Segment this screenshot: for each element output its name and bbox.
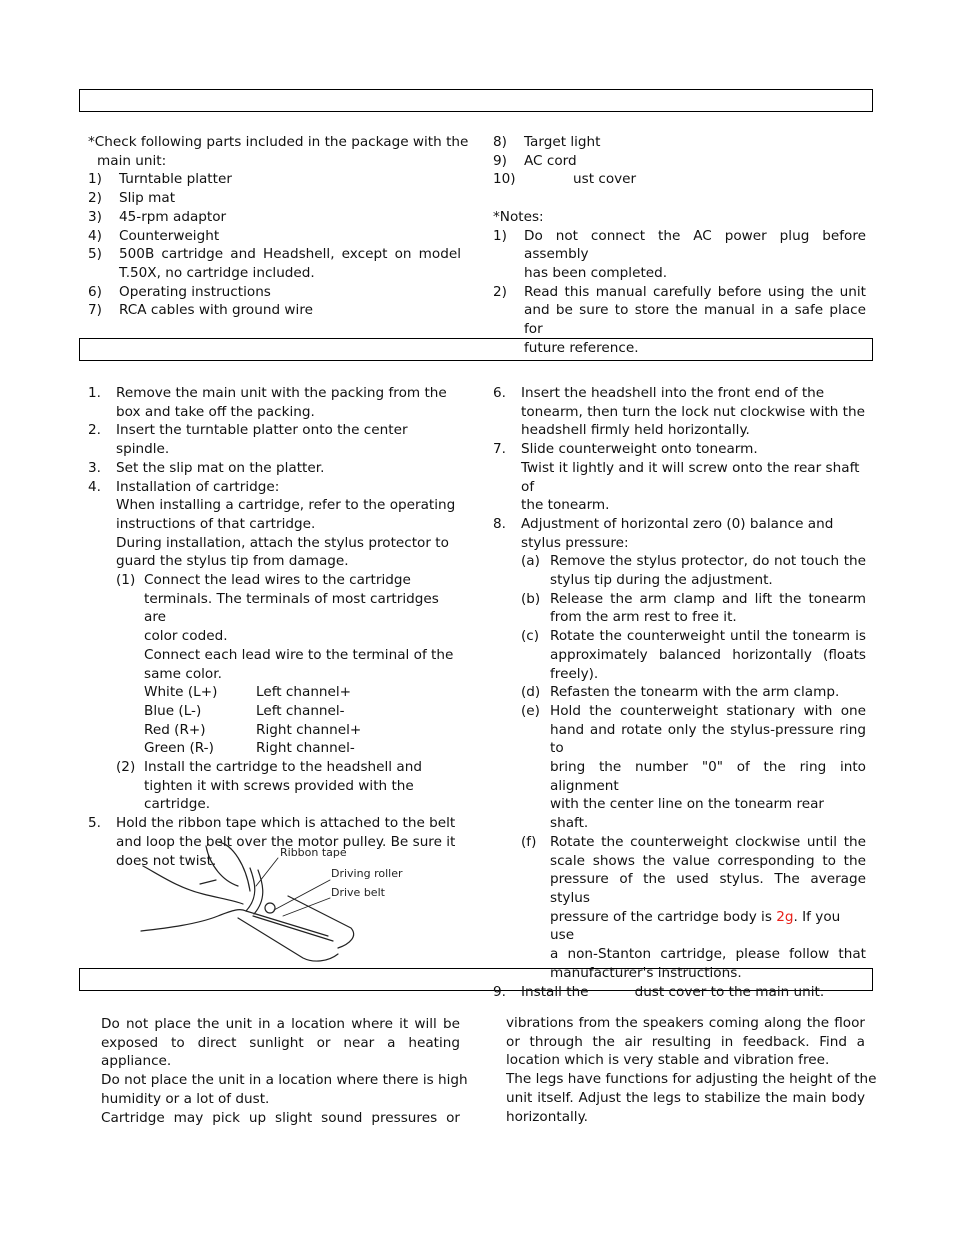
label-driving-roller: Driving roller xyxy=(331,867,403,880)
step-number: 9. xyxy=(493,983,506,1000)
package-intro: *Check following parts included in the package with the xyxy=(88,134,469,150)
substep-text-cont: approximately balanced horizontally (floats xyxy=(550,646,866,663)
item-number: 9) xyxy=(493,152,507,169)
location-text: appliance. xyxy=(101,1053,172,1070)
substep-text: Rotate the counterweight until the tonearm is xyxy=(550,628,866,645)
item-number: 6) xyxy=(88,283,102,300)
item-text: Slip mat xyxy=(119,190,176,207)
item-text-cont: T.50X, no cartridge included. xyxy=(119,264,315,281)
chassis-edge xyxy=(288,896,354,948)
list-item xyxy=(493,133,866,152)
step-text-a: Install the xyxy=(521,983,589,1000)
substep-text-cont: stylus tip during the adjustment. xyxy=(550,572,773,589)
driving-roller xyxy=(265,903,275,913)
note-number: 2) xyxy=(493,283,507,300)
wire-channel: Right channel+ xyxy=(256,721,362,738)
note-text-cont: future reference. xyxy=(524,339,639,356)
substep-text: Release the arm clamp and lift the tonearm xyxy=(550,590,866,607)
substep-f xyxy=(521,833,866,983)
substep-text: Remove the stylus protector, do not touch the xyxy=(550,553,866,570)
step-text: Remove the main unit with the packing from the xyxy=(116,385,447,401)
step-7 xyxy=(493,440,866,515)
step-number: 8. xyxy=(493,515,506,532)
item-text: AC cord xyxy=(524,152,577,169)
substep-text: Install the cartridge to the headshell and xyxy=(144,759,422,775)
step-text-cont: tonearm, then turn the lock nut clockwise with the xyxy=(521,403,865,420)
drive-belt-illustration xyxy=(138,836,418,966)
location-text: Do not place the unit in a location where there is high xyxy=(101,1072,468,1089)
step-text-cont: headshell firmly held horizontally. xyxy=(521,422,750,439)
location-text: horizontally. xyxy=(506,1108,589,1125)
list-item xyxy=(88,189,461,208)
section-header-box-contents xyxy=(79,89,873,112)
item-text: Operating instructions xyxy=(119,283,271,300)
finger-outline-2 xyxy=(218,842,250,891)
item-text: Counterweight xyxy=(119,227,220,244)
step-text-cont: When installing a cartridge, refer to the operating xyxy=(116,497,456,514)
step-text: Set the slip mat on the platter. xyxy=(116,459,325,476)
list-item xyxy=(88,301,461,320)
belt-line xyxy=(253,916,333,941)
step-3 xyxy=(88,459,461,478)
step-text-cont: the tonearm. xyxy=(521,497,610,514)
substep-text: Rotate the counterweight clockwise until the xyxy=(550,833,866,850)
label-ribbon-tape: Ribbon tape xyxy=(280,846,347,859)
item-text: Target light xyxy=(524,134,601,150)
step-text-cont: Twist it lightly and it will screw onto the rear shaft of xyxy=(521,459,860,495)
wire-color: Red (R+) xyxy=(144,721,206,738)
location-left xyxy=(101,1015,468,1127)
location-text: humidity or a lot of dust. xyxy=(101,1090,270,1107)
step-number: 3. xyxy=(88,459,101,476)
step-number: 1. xyxy=(88,385,101,401)
item-number: 5) xyxy=(88,246,102,263)
substep-letter: (b) xyxy=(521,590,541,607)
note-number: 1) xyxy=(493,227,507,244)
wire-row xyxy=(144,739,461,758)
hand-outline xyxy=(143,866,243,904)
step-text: Insert the turntable platter onto the center spindle. xyxy=(116,422,408,458)
step-9 xyxy=(493,983,866,1002)
substep-2 xyxy=(116,758,461,814)
label-drive-belt: Drive belt xyxy=(331,886,385,899)
wire-color: Green (R-) xyxy=(144,740,214,757)
substep-letter: (e) xyxy=(521,702,540,719)
pressure-text: pressure of the cartridge body is xyxy=(550,908,772,925)
substep-text-cont: hand and rotate only the stylus-pressure ring to xyxy=(550,721,866,757)
leader-roller xyxy=(274,880,330,910)
substep-e xyxy=(521,702,866,833)
item-text: 45-rpm adaptor xyxy=(119,208,227,225)
wire-channel: Right channel- xyxy=(256,740,355,757)
substep-text: Refasten the tonearm with the arm clamp. xyxy=(550,684,840,701)
note-text-cont: has been completed. xyxy=(524,264,668,281)
note-text-cont: and be sure to store the manual in a safe place for xyxy=(524,302,866,338)
step-text-cont: does not twist. xyxy=(116,852,217,869)
step-number: 5. xyxy=(88,815,101,832)
step-text: Hold the ribbon tape which is attached to the belt xyxy=(116,815,456,832)
step-4 xyxy=(88,478,461,815)
step-number: 4. xyxy=(88,478,101,495)
location-text: Do not place the unit in a location where it will be xyxy=(101,1016,460,1032)
substep-1 xyxy=(116,571,461,758)
substep-text-cont: bring the number "0" of the ring into alignment xyxy=(550,759,866,794)
step-number: 2. xyxy=(88,422,101,439)
package-contents-right xyxy=(493,133,866,357)
step-text-cont: box and take off the packing. xyxy=(116,403,315,420)
substep-text-cont: scale shows the value corresponding to the xyxy=(550,852,866,869)
item-number: 7) xyxy=(88,302,102,319)
note-text: Do not connect the AC power plug before assembly xyxy=(524,227,866,263)
note-text: Read this manual carefully before using the unit xyxy=(524,283,866,300)
substep-text-cont: terminals. The terminals of most cartridges are xyxy=(144,590,439,626)
step-6 xyxy=(493,384,866,440)
step-text-cont: stylus pressure: xyxy=(521,534,629,551)
step-text-b: dust cover to the main unit. xyxy=(634,983,825,1000)
package-contents-left xyxy=(88,133,469,320)
substep-c xyxy=(521,627,866,683)
step-8 xyxy=(493,515,866,983)
location-text: Cartridge may pick up slight sound pressures or xyxy=(101,1109,460,1126)
list-item xyxy=(493,170,866,189)
substep-letter: (d) xyxy=(521,684,541,701)
location-text: or through the air resulting in feedback. Find a xyxy=(506,1033,865,1050)
substep-text-cont: freely). xyxy=(550,665,599,682)
list-item xyxy=(88,208,461,227)
location-text: location which is very stable and vibration free. xyxy=(506,1052,830,1069)
location-text: exposed to direct sunlight or near a heating xyxy=(101,1034,460,1051)
wire-row xyxy=(144,683,461,702)
substep-text: Connect the lead wires to the cartridge xyxy=(144,572,411,589)
pressure-text-end: . If you use xyxy=(550,908,841,944)
item-number: 10) xyxy=(493,171,516,188)
item-number: 4) xyxy=(88,227,102,244)
stylus-pressure-value: 2g xyxy=(776,908,794,925)
list-item xyxy=(88,283,461,302)
substep-text-cont: tighten it with screws provided with the xyxy=(144,777,414,794)
note-item xyxy=(493,227,866,283)
wire-row xyxy=(144,721,461,740)
location-text: vibrations from the speakers coming along the floor xyxy=(506,1015,865,1031)
substep-text-cont: pressure of the used stylus. The average stylus xyxy=(550,871,866,906)
step-text-cont: During installation, attach the stylus protector to xyxy=(116,534,449,551)
substep-text-cont: from the arm rest to free it. xyxy=(550,609,737,626)
step-number: 7. xyxy=(493,441,506,458)
step-text: Adjustment of horizontal zero (0) balance and xyxy=(521,515,834,532)
step-1 xyxy=(88,384,461,421)
substep-text-cont: cartridge. xyxy=(144,796,211,813)
palm-outline xyxy=(141,910,246,931)
location-right xyxy=(506,1014,877,1126)
assembly-right xyxy=(493,384,866,1001)
list-item xyxy=(88,170,461,189)
step-text: Installation of cartridge: xyxy=(116,478,280,495)
substep-a xyxy=(521,552,866,589)
step-text xyxy=(521,983,866,1002)
substep-text-cont: color coded. xyxy=(144,628,228,645)
thumb-outline xyxy=(200,880,216,884)
step-text-cont: guard the stylus tip from damage. xyxy=(116,553,349,570)
list-item xyxy=(88,227,461,246)
wire-color: Blue (L-) xyxy=(144,702,202,719)
step-text: Insert the headshell into the front end of the xyxy=(521,385,825,401)
notes-title: *Notes: xyxy=(493,208,544,225)
platter-edge xyxy=(238,911,338,961)
step-text-cont: and loop the belt over the motor pulley. Be sure it xyxy=(116,833,456,850)
substep-number: (2) xyxy=(116,759,136,775)
item-number: 2) xyxy=(88,190,102,207)
substep-letter: (a) xyxy=(521,553,540,570)
substep-text-cont: with the center line on the tonearm rear shaft. xyxy=(550,796,825,832)
note-item xyxy=(493,283,866,358)
step-number: 6. xyxy=(493,385,506,401)
substep-text-cont: a non-Stanton cartridge, please follow that xyxy=(550,946,866,963)
item-text: RCA cables with ground wire xyxy=(119,302,313,319)
step-text-cont: instructions of that cartridge. xyxy=(116,515,316,532)
substep-letter: (f) xyxy=(521,833,537,850)
substep-letter: (c) xyxy=(521,628,540,645)
assembly-left xyxy=(88,384,461,870)
substep-text-cont xyxy=(550,908,866,945)
wire-channel: Left channel+ xyxy=(256,684,352,701)
wire-row xyxy=(144,702,461,721)
location-text: The legs have functions for adjusting the height of the xyxy=(506,1071,877,1088)
item-number: 8) xyxy=(493,134,507,150)
ribbon-tape-shape xyxy=(246,868,263,914)
item-text: 500B cartridge and Headshell, except on model xyxy=(119,246,461,263)
step-2 xyxy=(88,421,461,458)
package-intro-cont: main unit: xyxy=(97,152,167,169)
substep-text: Hold the counterweight stationary with one xyxy=(550,702,866,719)
list-item xyxy=(88,245,461,282)
step-text: Slide counterweight onto tonearm. xyxy=(521,441,758,458)
wire-color: White (L+) xyxy=(144,684,218,701)
location-text: unit itself. Adjust the legs to stabilize the main body xyxy=(506,1089,865,1106)
item-number: 3) xyxy=(88,208,102,225)
substep-text-cont: manufacturer's instructions. xyxy=(550,964,742,981)
wire-channel: Left channel- xyxy=(256,702,345,719)
item-text: ust cover xyxy=(573,171,637,188)
item-text: Turntable platter xyxy=(119,171,232,188)
substep-number: (1) xyxy=(116,572,136,589)
substep-d xyxy=(521,683,866,702)
substep-text-cont: same color. xyxy=(144,665,222,682)
list-item xyxy=(493,152,866,171)
item-number: 1) xyxy=(88,171,102,188)
substep-b xyxy=(521,590,866,627)
substep-text-cont: Connect each lead wire to the terminal of the xyxy=(144,646,454,663)
